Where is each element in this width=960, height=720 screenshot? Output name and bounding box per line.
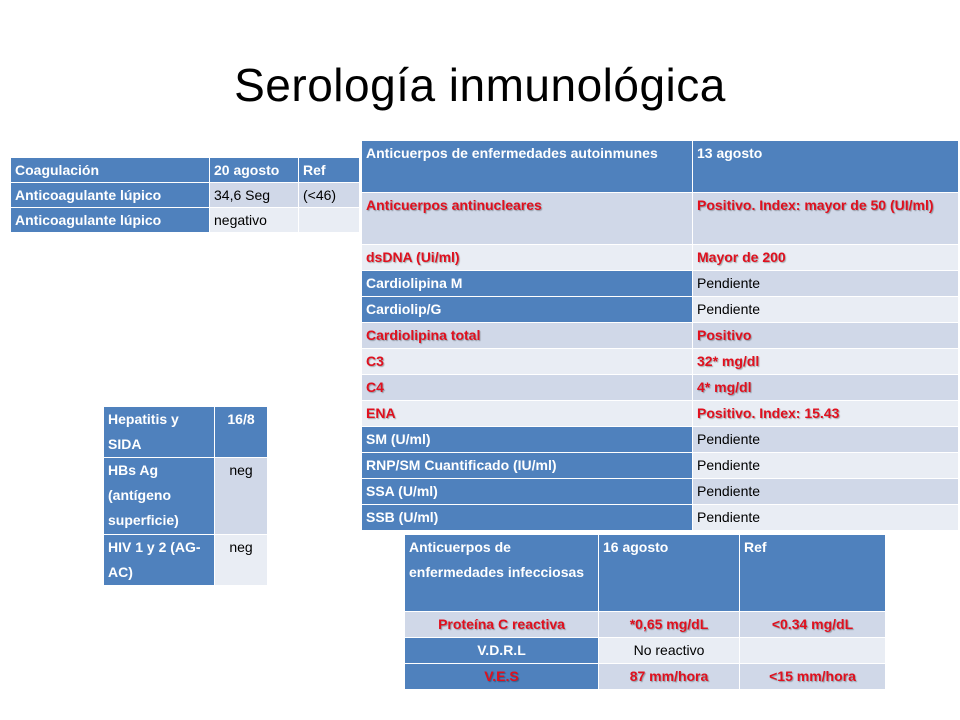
- table-header-row: [405, 535, 886, 612]
- table-row: [11, 208, 360, 233]
- header-cell: Coagulación: [11, 158, 210, 183]
- row-label: Cardiolip/G: [362, 297, 693, 323]
- row-label: Anticuerpos antinucleares: [362, 193, 693, 245]
- row-label: SSB (U/ml): [362, 505, 693, 531]
- row-label: Cardiolipina M: [362, 271, 693, 297]
- table-cell: neg: [215, 458, 268, 535]
- table-row: [362, 297, 959, 323]
- row-label: C3: [362, 349, 693, 375]
- table-cell: Positivo. Index: mayor de 50 (UI/ml): [693, 193, 959, 245]
- row-label: HIV 1 y 2 (AG-AC): [104, 535, 215, 586]
- table-row: [362, 375, 959, 401]
- row-label: HBs Ag (antígeno superficie): [104, 458, 215, 535]
- table-cell: 87 mm/hora: [599, 664, 740, 690]
- table-row: [362, 323, 959, 349]
- table-row: [362, 427, 959, 453]
- hepatitis-table: [103, 406, 268, 586]
- coagulation-table: [10, 157, 360, 233]
- row-label: V.D.R.L: [405, 638, 599, 664]
- table-cell: Pendiente: [693, 479, 959, 505]
- table-cell: Positivo: [693, 323, 959, 349]
- header-cell: 16/8: [215, 407, 268, 458]
- table-cell: <15 mm/hora: [740, 664, 886, 690]
- table-cell: (<46): [299, 183, 360, 208]
- row-label: C4: [362, 375, 693, 401]
- row-label: Anticoagulante lúpico: [11, 183, 210, 208]
- header-cell: 13 agosto: [693, 141, 959, 193]
- table-row: [362, 479, 959, 505]
- table-row: [362, 349, 959, 375]
- table-cell: 32* mg/dl: [693, 349, 959, 375]
- row-label: Anticoagulante lúpico: [11, 208, 210, 233]
- table-row: [104, 535, 268, 586]
- table-header-row: [104, 407, 268, 458]
- slide-title: Serología inmunológica: [234, 59, 726, 111]
- table-cell: Pendiente: [693, 271, 959, 297]
- table-cell: Pendiente: [693, 297, 959, 323]
- table-cell: neg: [215, 535, 268, 586]
- header-cell: 16 agosto: [599, 535, 740, 612]
- table-row: [104, 458, 268, 535]
- table-row: [405, 664, 886, 690]
- table-cell: No reactivo: [599, 638, 740, 664]
- table-cell: Pendiente: [693, 453, 959, 479]
- table-cell: [740, 638, 886, 664]
- table-row: [362, 401, 959, 427]
- table-cell: Pendiente: [693, 505, 959, 531]
- table-row: [362, 505, 959, 531]
- header-cell: 20 agosto: [210, 158, 299, 183]
- row-label: dsDNA (Ui/ml): [362, 245, 693, 271]
- table-cell: <0.34 mg/dL: [740, 612, 886, 638]
- table-cell: Mayor de 200: [693, 245, 959, 271]
- header-cell: Ref: [299, 158, 360, 183]
- table-row: [362, 193, 959, 245]
- table-header-row: [11, 158, 360, 183]
- table-row: [405, 612, 886, 638]
- row-label: V.E.S: [405, 664, 599, 690]
- table-row: [362, 453, 959, 479]
- header-cell: Ref: [740, 535, 886, 612]
- table-cell: 4* mg/dl: [693, 375, 959, 401]
- infectious-table: [404, 534, 886, 690]
- table-cell: [299, 208, 360, 233]
- table-row: [362, 245, 959, 271]
- table-cell: Positivo. Index: 15.43: [693, 401, 959, 427]
- row-label: Proteína C reactiva: [405, 612, 599, 638]
- row-label: Cardiolipina total: [362, 323, 693, 349]
- table-header-row: [362, 141, 959, 193]
- header-cell: Anticuerpos de enfermedades infecciosas: [405, 535, 599, 612]
- table-cell: 34,6 Seg: [210, 183, 299, 208]
- table-row: [362, 271, 959, 297]
- table-cell: Pendiente: [693, 427, 959, 453]
- header-cell: Hepatitis y SIDA: [104, 407, 215, 458]
- row-label: RNP/SM Cuantificado (IU/ml): [362, 453, 693, 479]
- header-cell: Anticuerpos de enfermedades autoinmunes: [362, 141, 693, 193]
- table-cell: *0,65 mg/dL: [599, 612, 740, 638]
- table-row: [11, 183, 360, 208]
- row-label: ENA: [362, 401, 693, 427]
- autoimmune-table: [361, 140, 959, 531]
- table-row: [405, 638, 886, 664]
- row-label: SSA (U/ml): [362, 479, 693, 505]
- table-cell: negativo: [210, 208, 299, 233]
- row-label: SM (U/ml): [362, 427, 693, 453]
